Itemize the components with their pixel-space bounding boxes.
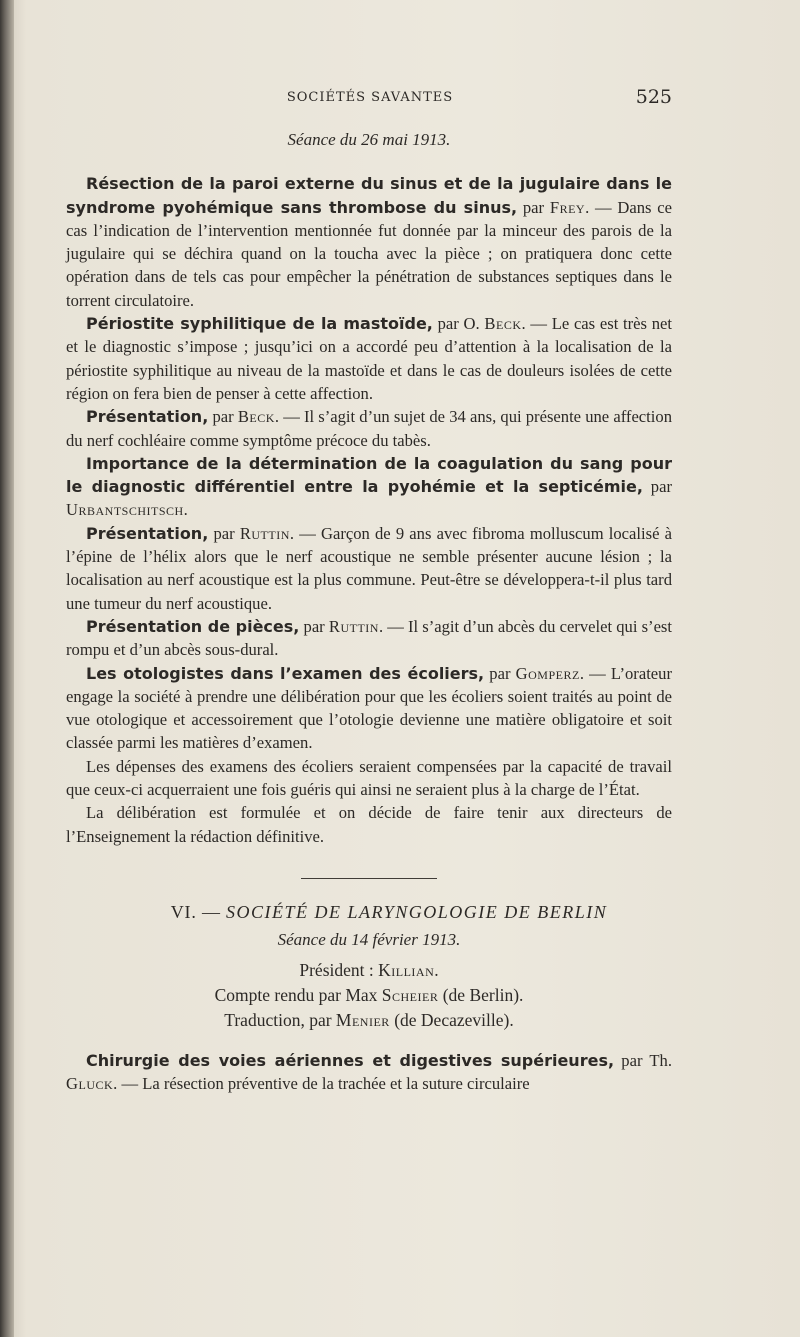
spacer [66,1033,672,1049]
author-name: Frey [549,197,586,217]
paragraph-bold-title: Périostite syphilitique de la mastoïde, [86,314,433,334]
report-suffix: (de Berlin). [438,984,524,1005]
paragraph-beck-presentation [66,405,672,452]
president-name: Killian [378,959,435,980]
report-prefix: Compte rendu par Max [214,984,382,1005]
paragraph-text: . — Dans ce cas l’indication de l’intervention mentionnée fut donnée par la minceur des parois de la jugulaire qui se déchira quand on la toucha avec la pièce ; on pratiquera donc cette opération dans de tels cas pour empêcher la pénétration de substances septiques dans le torrent circulatoire. [66,197,672,310]
paragraph-gomperz [66,662,672,755]
session-heading-2: Séance du 14 février 1913. [277,930,461,950]
section-title: SOCIÉTÉ DE LARYNGOLOGIE DE BERLIN [226,901,608,922]
report-line [66,983,672,1008]
paragraph-depenses [66,755,672,802]
president-line [66,958,672,983]
book-binding-edge [0,0,14,1337]
paragraph-par: par [484,663,516,683]
paragraph-par: par [642,477,672,497]
page-body [66,128,672,1095]
author-name: Urbantschitsch [66,500,184,520]
section-divider [301,878,437,879]
author-name: Beck [484,314,522,334]
president-label: Président : [299,959,379,980]
paragraph-text: . — La résection préventive de la trachée et la suture circulaire [113,1073,530,1093]
paragraph-text: . — Il s’agit d’un abcès du cervelet qui s’est rompu et d’un abcès sous-dural. [66,616,673,660]
running-title: SOCIÉTÉS SAVANTES [286,90,454,105]
author-name: Gluck [66,1073,114,1093]
translation-prefix: Traduction, par [224,1009,336,1030]
author-name: Gomperz [515,663,580,683]
translator-name: Menier [335,1009,390,1030]
president-end: . [434,959,439,980]
paragraph-par: par [299,616,329,636]
author-name: Ruttin [328,616,379,636]
paragraph-text: . — Il s’agit d’un sujet de 34 ans, qui présente une affection du nerf cochléaire comme symptôme précoce du tabès. [66,407,672,450]
paragraph-frey [66,172,672,312]
paragraph-text: . — Le cas est très net et le diagnostic s’impose ; jusqu’ici on a accordé peu d’attention à la localisation de la périostite syphilitique au niveau de la mastoïde et dans le cas de douleurs isolées de cette région on fera bien de penser à cette affection. [66,314,672,403]
paragraph-bold-title: Présentation de pièces, [86,616,300,636]
paragraph-ruttin-presentation [66,522,672,615]
paragraph-par: par [517,197,550,217]
paragraph-bold-title: Résection de la paroi externe du sinus et de la jugulaire dans le syndrome pyohémique sans thrombose du sinus, [66,174,672,217]
paragraph-par: par O. [432,314,485,334]
paragraph-text: . — L’orateur engage la société à prendre une délibération pour que les écoliers soient traités au point de vue otologique et accessoirement que l’otologie devienne une matière obligatoire et soit classée parmi les matières d’examen. [66,663,672,753]
paragraph-bold-title: Importance de la détermination de la coagulation du sang pour le diagnostic différentiel entre la pyohémie et la septicémie, [66,453,672,497]
paragraph-par: par Th. [614,1050,672,1070]
reporter-name: Scheier [381,984,439,1005]
page-number: 525 [635,86,672,108]
paragraph-par: par [208,407,238,427]
paragraph-text: Les dépenses des examens des écoliers seraient compensées par la capacité de travail que ceux-ci acquerraient une fois guéris qui ainsi ne seraient plus à la charge de l’État. [66,756,672,800]
translation-line [66,1008,672,1033]
paragraph-bold-title: Les otologistes dans l’examen des écoliers, [86,663,485,683]
translation-suffix: (de Decazeville). [389,1009,514,1030]
paragraph-ruttin-pieces [66,615,672,662]
section-heading [106,901,672,924]
paragraph-text: . — Garçon de 9 ans avec fibroma molluscum localisé à l’épine de l’hélix alors que le nerf acoustique ne semble présenter aucune lésion ; la localisation au nerf acoustique est la plus commune. Peut-être se développera-t-il plus tard une tumeur du nerf acoustique. [66,523,672,613]
paragraph-deliberation [66,801,672,848]
paragraph-beck-periostite [66,312,672,405]
author-name: Ruttin [239,523,290,543]
author-name: Beck [237,407,275,427]
paragraph-gluck [66,1049,672,1096]
paragraph-bold-title: Chirurgie des voies aériennes et digestives supérieures, [86,1050,615,1070]
paragraph-bold-title: Présentation, [86,407,209,427]
paragraph-text: La délibération est formulée et on décide de faire tenir aux directeurs de l’Enseignement la rédaction définitive. [66,803,672,846]
section-number: VI. — [170,901,227,922]
paragraph-urbantschitsch [66,452,672,522]
session-heading: Séance du 26 mai 1913. [287,130,451,149]
paragraph-par: par [208,523,240,543]
paragraph-bold-title: Présentation, [86,523,209,543]
paragraph-text: . [183,500,188,520]
